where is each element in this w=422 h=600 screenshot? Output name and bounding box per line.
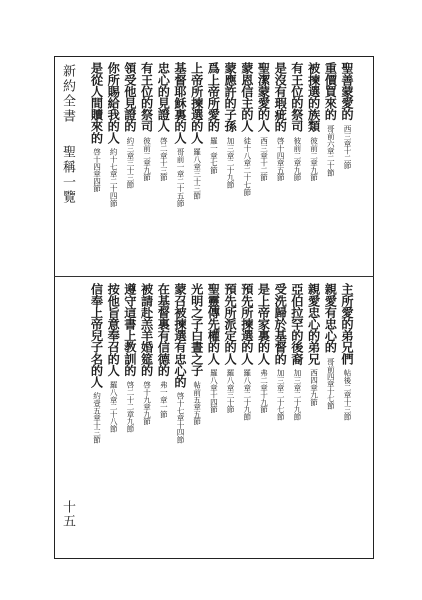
entry-phrase: 按他旨意奉召的人	[106, 283, 121, 376]
entry-column	[140, 62, 154, 180]
entry-phrase: 蒙應許的子孫	[223, 62, 238, 132]
book-title: 新約全書	[60, 64, 75, 124]
entry-reference: 羅八章十四節	[209, 369, 219, 414]
entry-column	[90, 62, 104, 192]
entry-phrase: 是沒有瑕疵的	[273, 62, 288, 132]
entry-column	[190, 62, 204, 199]
entry-phrase: 光明之子白晝之子	[189, 283, 204, 376]
entry-reference: 徒十八章二十七節	[242, 136, 252, 196]
entry-column	[340, 283, 354, 420]
entry-reference: 羅八章二十九節	[242, 369, 252, 421]
entry-reference: 約三章三十三節	[125, 136, 135, 188]
entry-reference: 啓十四章四節	[92, 148, 102, 193]
entry-phrase: 有王位的祭司	[139, 62, 154, 132]
entry-column	[340, 62, 354, 169]
entry-column	[106, 62, 120, 207]
entry-column	[173, 62, 187, 207]
entry-column	[140, 283, 154, 425]
entry-column	[206, 62, 220, 173]
entry-reference: 彼前二章九節	[309, 136, 319, 181]
entry-reference: 羅一章七節	[209, 136, 219, 174]
entry-phrase: 爲上帝所愛的	[206, 62, 221, 132]
entry-phrase: 被揀選的族類	[306, 62, 321, 132]
entry-phrase: 聖潔蒙愛的人	[256, 62, 271, 132]
entry-reference: 約壹五章十三節	[92, 392, 102, 444]
entry-column	[257, 62, 271, 180]
entry-phrase: 蒙召被揀選有忠心的	[173, 283, 187, 388]
entry-reference: 啓二章十三節	[159, 136, 169, 181]
entry-column	[323, 283, 337, 409]
entry-phrase: 預先所揀選的人	[239, 283, 254, 365]
entry-column	[307, 283, 321, 406]
entry-reference: 羅八章三十三節	[192, 148, 202, 200]
entry-phrase: 受洗歸於基督的	[273, 283, 288, 365]
entry-column	[223, 283, 237, 413]
page-number: 十五	[60, 500, 75, 528]
entry-column	[156, 62, 170, 180]
entry-reference: 彼前二章九節	[142, 136, 152, 181]
entry-column	[257, 283, 271, 413]
entry-phrase: 主所愛的弟兄們	[340, 283, 354, 365]
entry-column	[273, 283, 287, 420]
entry-reference: 啓十四章五節	[276, 136, 286, 181]
entry-reference: 彼前二章九節	[292, 136, 302, 181]
entry-reference: 加三章二十九節	[292, 369, 302, 421]
entry-column	[223, 62, 237, 188]
entry-column	[240, 283, 254, 420]
entry-column	[206, 283, 220, 413]
entry-phrase: 被請赴羔羊婚筵的	[139, 283, 154, 376]
entry-phrase: 親愛有忠心的	[323, 283, 338, 353]
entry-column	[156, 283, 170, 417]
entry-column	[173, 283, 187, 444]
entry-reference: 哥前四章十七節	[326, 357, 336, 409]
entry-column	[290, 283, 304, 420]
entry-column	[90, 283, 104, 444]
entry-phrase: 預先所派定的人	[223, 283, 238, 365]
entry-reference: 啓二十二章九節	[125, 380, 135, 432]
entry-reference: 哥前六章二十節	[326, 125, 336, 177]
entry-reference: 加三章二十九節	[226, 136, 236, 188]
entry-reference: 西三章十二節	[259, 136, 269, 181]
entry-phrase: 領受他見證的	[122, 62, 137, 132]
entry-phrase: 亞伯拉罕的後裔	[289, 283, 304, 365]
entry-reference: 加三章二十七節	[276, 369, 286, 421]
entry-column	[290, 62, 304, 180]
entry-phrase: 有王位的祭司	[289, 62, 304, 132]
entry-phrase: 是從人間贖來的	[89, 62, 104, 144]
entry-phrase: 信奉上帝兒子名的人	[89, 283, 104, 388]
entry-column	[240, 62, 254, 195]
entry-reference: 弗一章一節	[159, 380, 169, 418]
entry-phrase: 蒙恩信主的人	[239, 62, 254, 132]
entry-column	[307, 62, 321, 180]
entry-reference: 帖後二章十三節	[343, 369, 352, 421]
entry-phrase: 上帝所揀選的人	[189, 62, 204, 144]
entry-column	[323, 62, 337, 176]
entry-column	[273, 62, 287, 180]
entry-reference: 哥前一章二十五節	[176, 148, 185, 207]
entry-column	[190, 283, 204, 425]
entry-column	[123, 62, 137, 188]
entry-column	[123, 283, 137, 432]
entry-phrase: 遵守這書上教訓的	[122, 283, 137, 376]
entry-column	[106, 283, 120, 432]
entry-phrase: 聖靈傳先權的人	[206, 283, 221, 365]
entry-phrase: 聖善蒙愛的	[340, 62, 354, 121]
entry-reference: 弗二章十九節	[259, 369, 269, 414]
entry-phrase: 忠心的見證人	[156, 62, 171, 132]
entry-phrase: 是上帝家裏的人	[256, 283, 271, 365]
entry-phrase: 基督耶穌裏的人	[173, 62, 187, 144]
entry-reference: 羅八章二十八節	[109, 380, 119, 432]
entry-reference: 帖前五章五節	[192, 380, 202, 425]
entry-reference: 西四章九節	[309, 369, 319, 406]
entry-reference: 西三章十二節	[343, 125, 352, 169]
entry-reference: 啓十七章十四節	[176, 392, 185, 444]
entry-phrase: 在基督裏有信德的	[156, 283, 171, 376]
entry-phrase: 親愛忠心的弟兄	[306, 283, 321, 365]
entry-reference: 約十七章二十四節	[109, 148, 119, 207]
section-title: 聖稱一覽	[60, 145, 75, 205]
entry-reference: 啓十九章九節	[142, 380, 152, 425]
entry-phrase: 重價買來的	[323, 62, 338, 121]
entry-phrase: 你所賜給我的人	[106, 62, 121, 144]
section-divider	[54, 276, 374, 277]
entry-reference: 羅八章三十節	[226, 369, 236, 414]
